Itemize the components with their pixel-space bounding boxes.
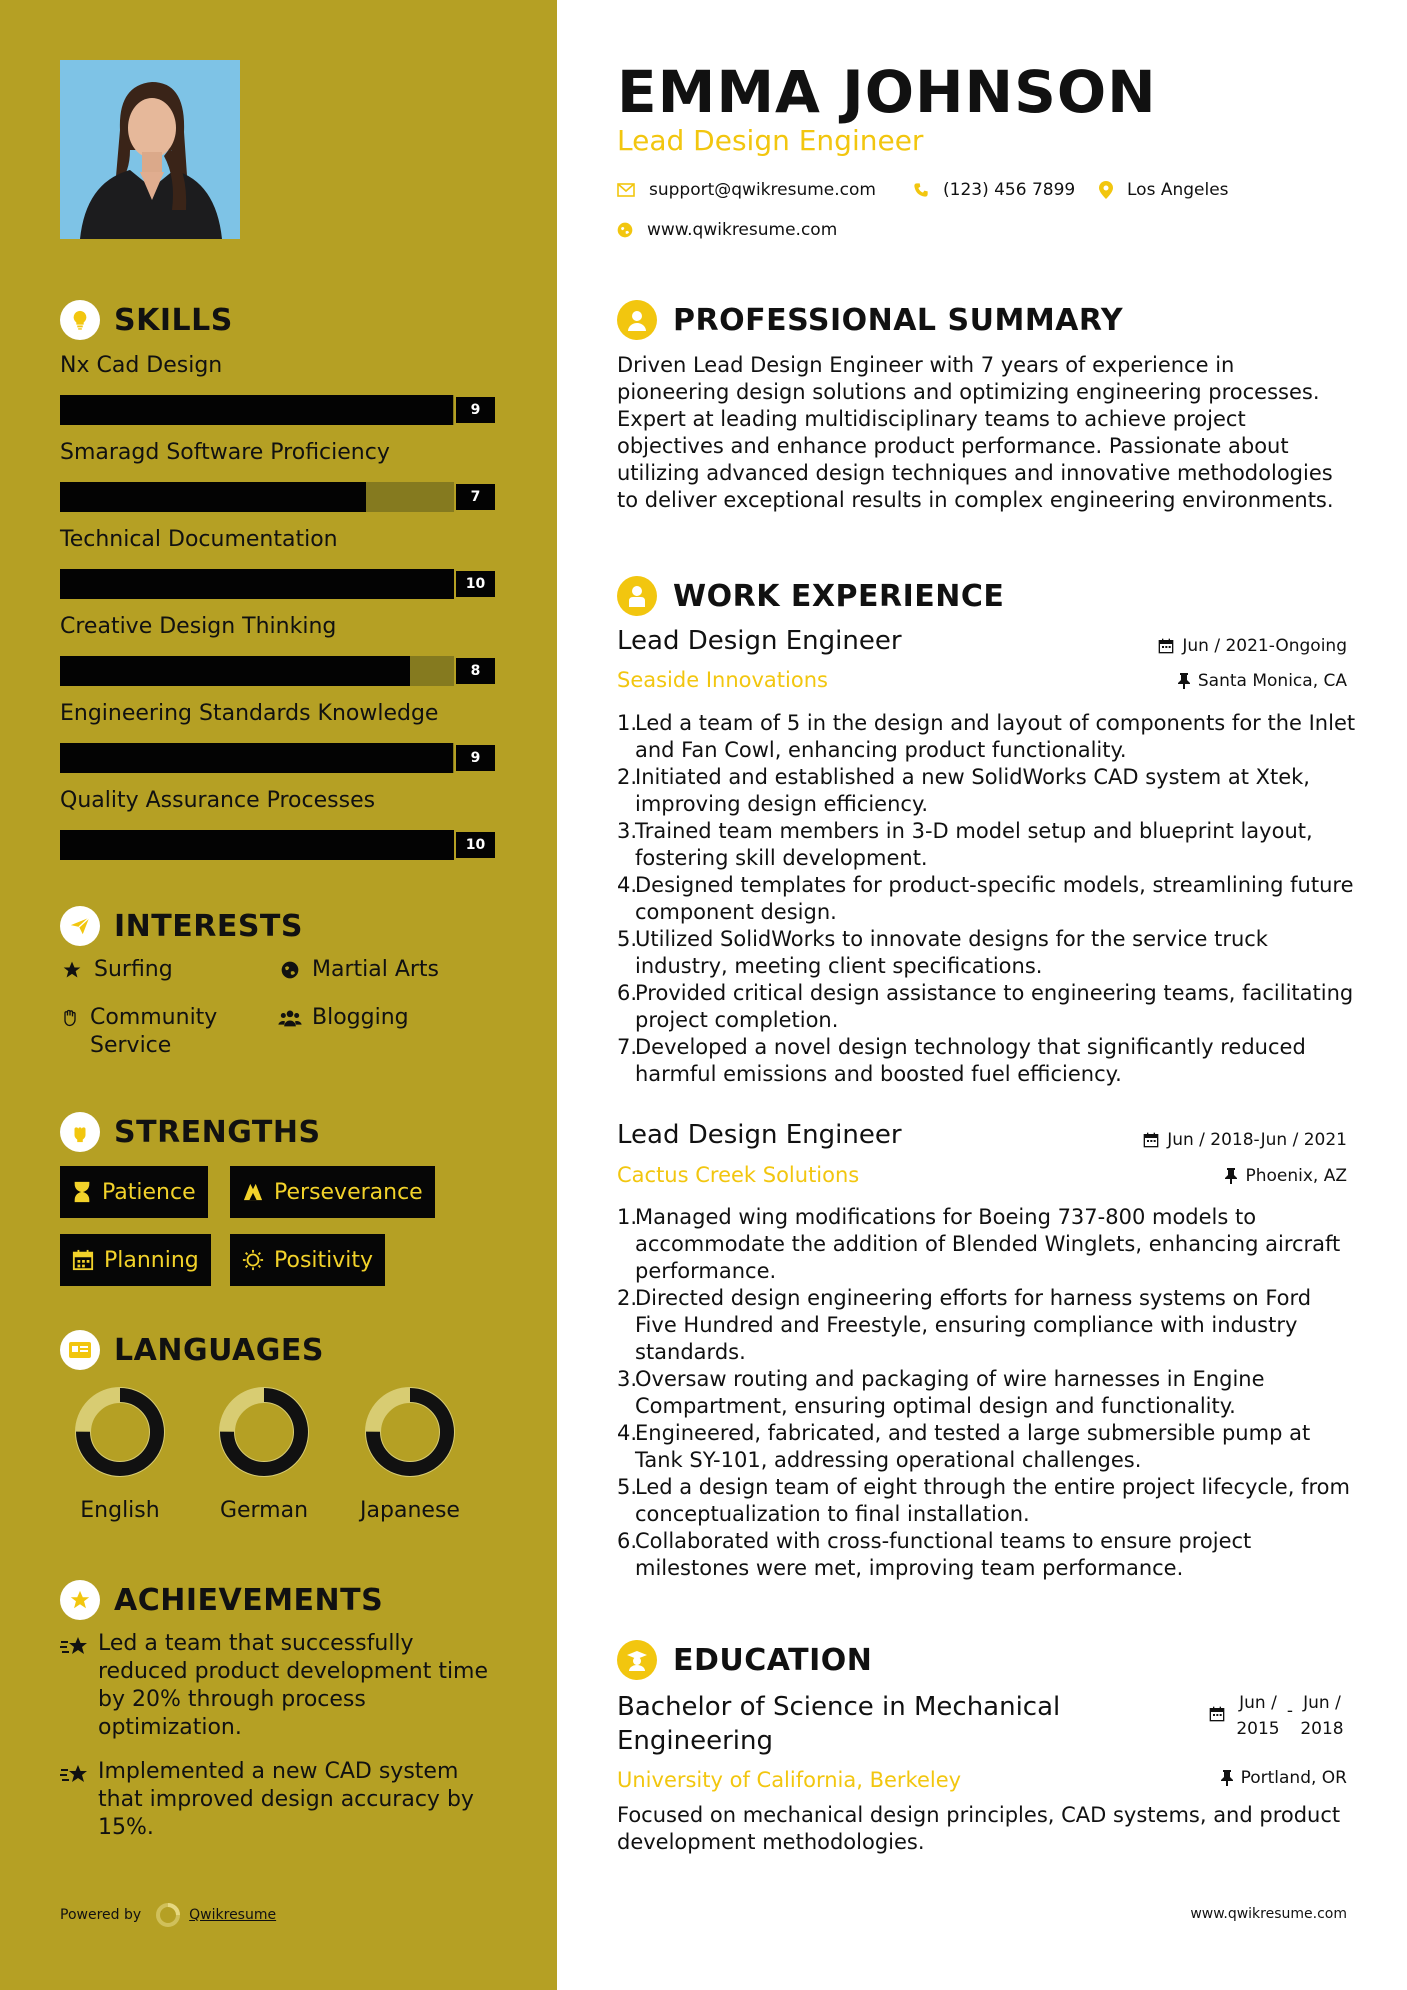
job-bullet: 6. Provided critical design assistance to engineering teams, facilitating project completion.	[617, 981, 1354, 1032]
paper-plane-icon	[60, 906, 100, 946]
website-text[interactable]: www.qwikresume.com	[647, 220, 838, 240]
languages-title: LANGUAGES	[114, 1332, 324, 1368]
education-title: EDUCATION	[673, 1642, 873, 1678]
interest-label: Surfing	[94, 957, 173, 982]
job-bullet: 3. Trained team members in 3-D model setup and blueprint layout, fostering skill development.	[617, 819, 1313, 870]
phone-text[interactable]: (123) 456 7899	[943, 180, 1076, 200]
skill-score: 10	[454, 830, 497, 860]
education-dates	[1209, 1690, 1347, 1742]
strength-label: Planning	[104, 1247, 199, 1273]
skill-score: 9	[454, 743, 497, 773]
language-item	[60, 1384, 180, 1523]
calendar-icon	[1143, 1132, 1159, 1148]
skill-name: Quality Assurance Processes	[60, 788, 376, 813]
education-start-year: 2015	[1236, 1719, 1280, 1739]
strength-badge	[230, 1234, 385, 1286]
lightbulb-icon	[60, 300, 100, 340]
skill-item	[60, 786, 497, 860]
job-dates-text: Jun / 2018-Jun / 2021	[1167, 1130, 1347, 1150]
job-bullet: 6. Collaborated with cross-functional teams to ensure project milestones were met, improving team performance.	[617, 1529, 1252, 1580]
candidate-role: Lead Design Engineer	[617, 124, 924, 157]
skill-bar-fill	[60, 395, 453, 425]
skills-title: SKILLS	[114, 302, 233, 338]
education-description: Focused on mechanical design principles, CAD systems, and product development methodologies.	[617, 1803, 1341, 1854]
skill-score: 8	[454, 656, 497, 686]
skill-name: Creative Design Thinking	[60, 614, 337, 639]
skill-score: 7	[454, 482, 497, 512]
job-bullets	[617, 710, 1357, 1088]
education-date-separator: -	[1286, 1701, 1294, 1721]
language-ring	[362, 1384, 458, 1480]
shooting-star-icon	[60, 1762, 98, 1792]
job-dates-text: Jun / 2021-Ongoing	[1182, 636, 1347, 656]
skill-bar	[60, 569, 497, 599]
briefcase-user-icon	[617, 576, 657, 616]
job-bullet: 5. Utilized SolidWorks to innovate designs for the service truck industry, meeting client specifications.	[617, 927, 1268, 978]
envelope-icon	[617, 183, 635, 197]
job-bullet: 7. Developed a novel design technology that significantly reduced harmful emissions and boosted fuel efficiency.	[617, 1035, 1306, 1086]
job-dates	[1158, 636, 1347, 656]
location-text: Los Angeles	[1127, 180, 1229, 200]
skill-name: Technical Documentation	[60, 527, 338, 552]
language-ring	[72, 1384, 168, 1480]
achievement-text: Led a team that successfully reduced product development time by 20% through process optimization.	[98, 1631, 489, 1740]
language-label: Japanese	[360, 1498, 460, 1523]
interest-item	[278, 1004, 498, 1032]
strength-label: Patience	[102, 1179, 196, 1205]
summary-heading	[617, 300, 1123, 340]
education-location	[1221, 1768, 1347, 1788]
pushpin-icon	[1178, 673, 1190, 689]
users-icon	[278, 1004, 302, 1032]
skill-bar-fill	[60, 482, 366, 512]
job-bullet: 2. Directed design engineering efforts for harness systems on Ford Five Hundred and Freestyle, ensuring compliance with industry standards.	[617, 1286, 1312, 1364]
pushpin-icon	[1225, 1168, 1237, 1184]
powered-by	[60, 1902, 276, 1928]
job-title: Lead Design Engineer	[617, 626, 902, 656]
strength-badge	[60, 1166, 208, 1218]
profile-photo	[60, 60, 240, 239]
qwikresume-logo-icon	[155, 1902, 181, 1928]
achievement-item	[60, 1758, 500, 1842]
achievements-heading	[60, 1580, 383, 1620]
strength-badge	[230, 1166, 435, 1218]
skill-item	[60, 438, 497, 512]
job-bullet: 5. Led a design team of eight through the entire project lifecycle, from conceptualization to final installation.	[617, 1475, 1350, 1526]
hourglass-icon	[72, 1181, 92, 1203]
skills-heading	[60, 300, 233, 340]
job-title: Lead Design Engineer	[617, 1120, 902, 1150]
phone-icon	[913, 182, 929, 198]
language-item	[350, 1384, 470, 1523]
footer-website[interactable]: www.qwikresume.com	[1190, 1906, 1347, 1922]
skill-bar	[60, 743, 497, 773]
interest-item	[60, 956, 260, 984]
globe-icon	[617, 222, 633, 238]
job-location-text: Phoenix, AZ	[1245, 1166, 1347, 1186]
strengths-title: STRENGTHS	[114, 1114, 321, 1150]
skill-score: 10	[454, 569, 497, 599]
calendar-icon	[72, 1249, 94, 1271]
calendar-icon	[1158, 638, 1174, 654]
graduate-icon	[617, 1640, 657, 1680]
skill-bar-fill	[60, 830, 497, 860]
job-dates	[1143, 1130, 1347, 1150]
skill-bar-fill	[60, 656, 410, 686]
sidebar	[0, 0, 557, 1990]
education-location-text: Portland, OR	[1240, 1768, 1347, 1788]
education-school: University of California, Berkeley	[617, 1768, 962, 1792]
interest-label: Blogging	[312, 1005, 409, 1030]
skill-name: Engineering Standards Knowledge	[60, 701, 439, 726]
hand-icon	[60, 1004, 80, 1032]
star-icon	[60, 956, 84, 984]
language-item	[204, 1384, 324, 1523]
language-label: English	[80, 1498, 160, 1523]
main-content	[557, 0, 1407, 1990]
skill-item	[60, 699, 497, 773]
interests-title: INTERESTS	[114, 908, 303, 944]
summary-title: PROFESSIONAL SUMMARY	[673, 302, 1124, 338]
skill-score: 9	[454, 395, 497, 425]
skill-bar-fill	[60, 569, 497, 599]
skill-name: Nx Cad Design	[60, 353, 223, 378]
education-end	[1297, 1690, 1347, 1742]
job-company: Seaside Innovations	[617, 668, 828, 692]
strengths-heading	[60, 1112, 321, 1152]
skill-bar	[60, 830, 497, 860]
star-badge-icon	[60, 1580, 100, 1620]
language-ring	[216, 1384, 312, 1480]
education-start	[1233, 1690, 1283, 1742]
job-bullet: 2. Initiated and established a new SolidWorks CAD system at Xtek, improving design efficiency.	[617, 765, 1310, 816]
achievements-title: ACHIEVEMENTS	[114, 1582, 384, 1618]
job-bullet: 1. Managed wing modifications for Boeing 737-800 models to accommodate the addition of Blended Winglets, enhancing aircraft performance.	[617, 1205, 1341, 1283]
skill-bar-fill	[60, 743, 453, 773]
strength-badge	[60, 1234, 211, 1286]
education-heading	[617, 1640, 872, 1680]
job-bullet: 4. Designed templates for product-specific models, streamlining future component design.	[617, 873, 1354, 924]
education-start-month: Jun /	[1239, 1693, 1277, 1713]
interest-label: Martial Arts	[312, 957, 440, 982]
interest-item	[278, 956, 498, 984]
job-company: Cactus Creek Solutions	[617, 1163, 860, 1187]
job-bullet: 3. Oversaw routing and packaging of wire harnesses in Engine Compartment, ensuring optimal design and functionality.	[617, 1367, 1265, 1418]
skill-bar	[60, 656, 497, 686]
email-text[interactable]: support@qwikresume.com	[649, 180, 876, 200]
education-end-year: 2018	[1300, 1719, 1344, 1739]
strength-label: Positivity	[274, 1247, 374, 1273]
interest-label: Community Service	[90, 1005, 218, 1058]
summary-text: Driven Lead Design Engineer with 7 years of experience in pioneering design solutions and optimizing engineering processes. Expert at leading multidisciplinary teams to achieve project objectives and enhance product performance. Passionate about utilizing advanced design techniques and innovative methodologies to deliver exceptional results in complex engineering environments.	[617, 353, 1334, 512]
job-bullet: 1. Led a team of 5 in the design and layout of components for the Inlet and Fan Cowl, enhancing product functionality.	[617, 711, 1356, 762]
contact-website	[617, 220, 837, 240]
interests-heading	[60, 906, 303, 946]
language-label: German	[219, 1498, 309, 1523]
experience-title: WORK EXPERIENCE	[673, 578, 1005, 614]
powered-by-label: Powered by	[60, 1907, 142, 1923]
shooting-star-icon	[60, 1634, 98, 1664]
job-location	[1225, 1166, 1347, 1186]
contact-phone	[913, 180, 1075, 200]
qwikresume-link[interactable]: Qwikresume	[189, 1907, 277, 1923]
skill-name: Smaragd Software Proficiency	[60, 440, 390, 465]
strength-label: Perseverance	[274, 1179, 423, 1205]
skill-item	[60, 612, 497, 686]
job-location-text: Santa Monica, CA	[1197, 671, 1347, 691]
contact-location	[1099, 180, 1229, 200]
skill-bar	[60, 482, 497, 512]
contact-email	[617, 180, 876, 200]
education-end-month: Jun /	[1303, 1693, 1341, 1713]
globe-icon	[278, 956, 302, 984]
achievement-text: Implemented a new CAD system that improved design accuracy by 15%.	[98, 1759, 474, 1840]
map-pin-icon	[1099, 181, 1113, 199]
pushpin-icon	[1221, 1770, 1233, 1786]
sun-icon	[242, 1249, 264, 1271]
experience-heading	[617, 576, 1004, 616]
skill-bar	[60, 395, 497, 425]
job-location	[1178, 671, 1347, 691]
id-card-icon	[60, 1330, 100, 1370]
interest-item	[60, 1004, 260, 1060]
candidate-name: EMMA JOHNSON	[617, 58, 1157, 126]
user-icon	[617, 300, 657, 340]
hiking-icon	[242, 1182, 264, 1202]
calendar-icon	[1209, 1706, 1225, 1722]
job-bullet: 4. Engineered, fabricated, and tested a large submersible pump at Tank SY-101, addressing operational challenges.	[617, 1421, 1311, 1472]
skill-item	[60, 351, 497, 425]
skill-item	[60, 525, 497, 599]
fist-icon	[60, 1112, 100, 1152]
achievement-item	[60, 1630, 500, 1742]
job-bullets	[617, 1204, 1357, 1582]
languages-heading	[60, 1330, 324, 1370]
education-degree: Bachelor of Science in Mechanical Engineering	[617, 1692, 1061, 1756]
